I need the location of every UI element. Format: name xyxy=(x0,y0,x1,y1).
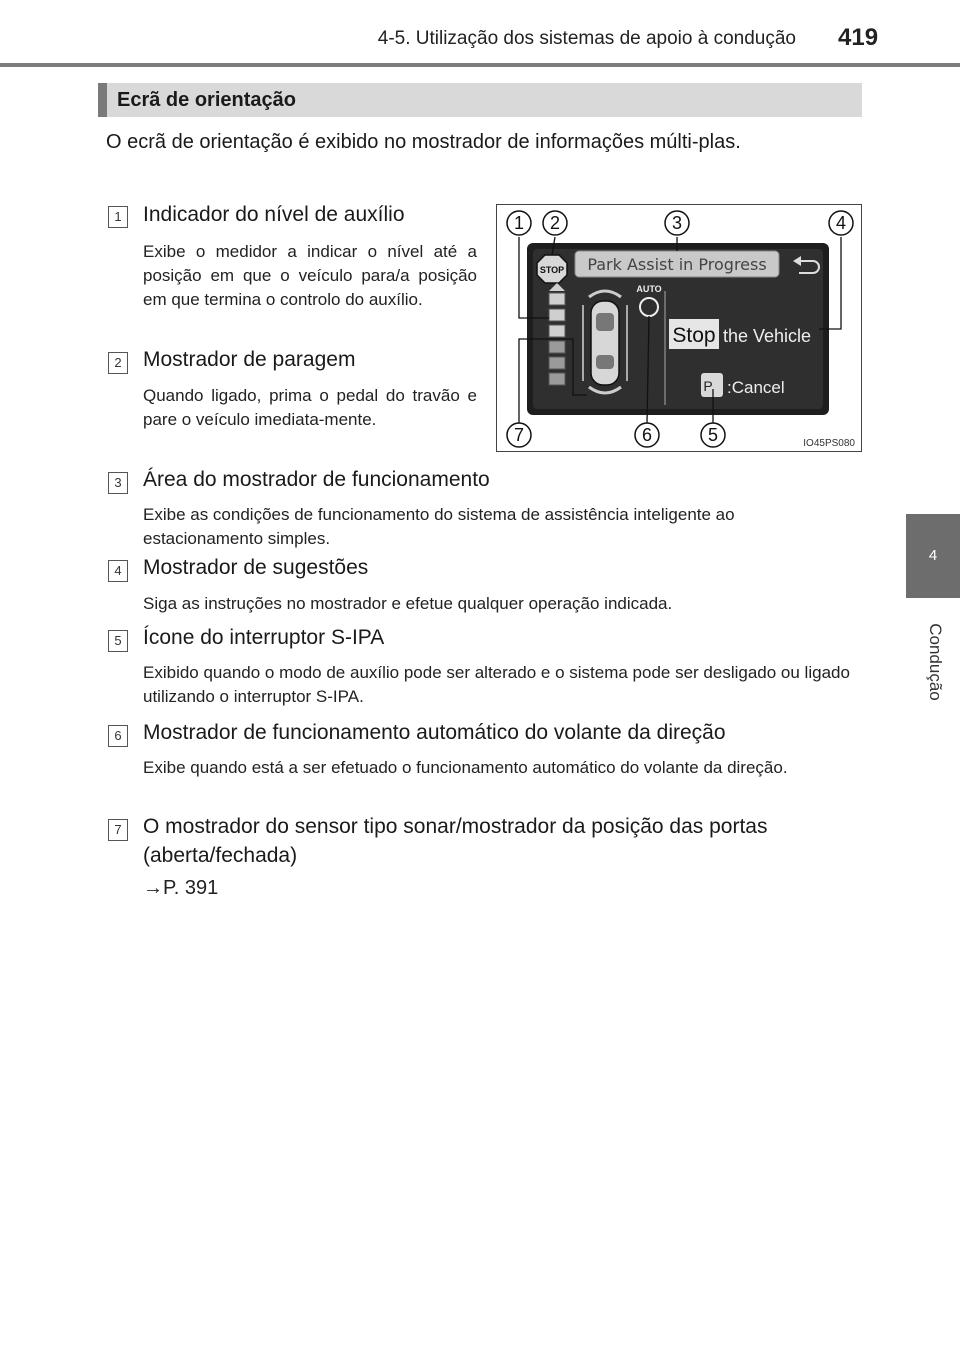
item-description: Exibido quando o modo de auxílio pode ser alterado e o sistema pode ser desligado ou ligado utilizando o interruptor S-IPA. xyxy=(143,663,850,706)
item-number: 5 xyxy=(108,630,128,652)
callout-6: 6 xyxy=(641,425,653,445)
item-number: 7 xyxy=(108,819,128,841)
gauge-segment xyxy=(549,373,565,385)
callout-7: 7 xyxy=(513,425,525,445)
item-title: Indicador do nível de auxílio xyxy=(143,203,405,226)
item-number: 6 xyxy=(108,725,128,747)
chapter-tab xyxy=(906,514,960,598)
gauge-segment xyxy=(549,341,565,353)
page-reference: →P. 391 xyxy=(143,877,219,899)
banner-text: Park Assist in Progress xyxy=(587,255,767,274)
callout-2: 2 xyxy=(549,213,561,233)
figure-illustration xyxy=(497,205,861,451)
vehicle-word: the Vehicle xyxy=(723,326,812,346)
section-heading xyxy=(98,83,862,117)
figure-code: IO45PS080 xyxy=(803,438,855,449)
section-title: Ecrã de orientação xyxy=(117,89,296,111)
gauge-segment xyxy=(549,357,565,369)
callout-1: 1 xyxy=(513,213,525,233)
item-title: Ícone do interruptor S-IPA xyxy=(143,626,385,649)
item-description: Siga as instruções no mostrador e efetue qualquer operação indicada. xyxy=(143,594,673,613)
gauge-segment xyxy=(549,293,565,305)
item-title: Área do mostrador de funcionamento xyxy=(143,468,490,491)
stop-icon-text: STOP xyxy=(539,265,565,275)
item-number: 3 xyxy=(108,472,128,494)
auto-text: AUTO xyxy=(636,284,662,294)
page-number: 419 xyxy=(838,24,879,51)
guidance-screen-figure xyxy=(496,204,862,452)
gauge-segment xyxy=(549,309,565,321)
item-title: Mostrador de paragem xyxy=(143,348,356,371)
callout-3: 3 xyxy=(671,213,683,233)
item-description: Quando ligado, prima o pedal do travão e pare o veículo imediata-mente. xyxy=(143,386,477,429)
p-icon-text: P xyxy=(703,378,713,394)
running-header: 4-5. Utilização dos sistemas de apoio à condução xyxy=(377,28,796,49)
chapter-number: 4 xyxy=(928,547,938,564)
vehicle-windshield xyxy=(596,313,614,331)
item-title: Mostrador de sugestões xyxy=(143,556,369,579)
item-title: O mostrador do sensor tipo sonar/mostrador da posição das portas (aberta/fechada) xyxy=(143,815,768,867)
vehicle-rear-window xyxy=(596,355,614,369)
intro-paragraph: O ecrã de orientação é exibido no mostrador de informações múlti-plas. xyxy=(106,131,741,153)
callout-4: 4 xyxy=(835,213,847,233)
item-number: 4 xyxy=(108,560,128,582)
header-rule xyxy=(0,63,960,67)
item-description: Exibe quando está a ser efetuado o funcionamento automático do volante da direção. xyxy=(143,758,788,777)
item-title: Mostrador de funcionamento automático do volante da direção xyxy=(143,721,726,744)
item-number: 1 xyxy=(108,206,128,228)
item-description: Exibe as condições de funcionamento do sistema de assistência inteligente ao estacionamento simples. xyxy=(143,505,735,548)
stop-word: Stop xyxy=(672,324,716,347)
callout-5: 5 xyxy=(707,425,719,445)
cancel-text: :Cancel xyxy=(727,378,785,397)
chapter-label: Condução xyxy=(926,623,945,701)
gauge-segment xyxy=(549,325,565,337)
item-number: 2 xyxy=(108,352,128,374)
item-description: Exibe o medidor a indicar o nível até a posição em que o veículo para/a posição em que termina o controlo do auxílio. xyxy=(143,242,477,309)
